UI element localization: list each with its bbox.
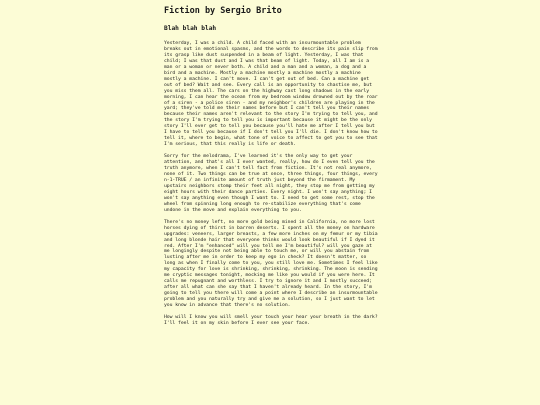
paragraph-3: There's no money left, no more gold being mined in California, no more lost horses dying of thirst in barren deserts. I spent all the money on hardware upgrades: veneers, larger breasts, a few more inches on my femur or my tibia and long blonde hair that everyone thinks would look beautiful if I dyed it red. After I'm "enhanced" will you tell me I'm beautiful? will you gaze at me longingly despite not being able to touch me, or will you abstain from lusting after me in order to keep my ego in check? It doesn't matter, so long as when I finally come to you, you still love me. Sometimes I feel like my capacity for love is shrinking, shrinking, shrinking. The moon is sending me cryptic messages tonight, mocking me like you would if you were here. It calls me repugnant and worthless. I try to ignore it and I mostly succeed; after all what can she say that I haven't already heard. In the story, I'm going to tell you there will come a point where I describe an insurmountable problem and you naturally try and give me a solution, so I just want to let you know in advance that there's no solution.	[164, 219, 378, 309]
paragraph-1: Yesterday, I was a child. A child faced with an insurmountable problem breaks out in emotional spasms, and the words to describe its pain slip from its grasp like dust suspended in a beam of light. Yesterday, I was that child; I was that dust and I was that beam of light. Today, all I am is a man or a woman or never both. A child and a man and a woman, a dog and a bird and a machine. Mostly a machine mostly a machine mostly a machine mostly a machine. I can't move. I can't get out of bed. Can a machine get out of bed? Wait and see. Every call is an opportunity to chastise me, but you miss them all. The cars on the highway cast long shadows in the early morning, I can hear the ocean from my bedroom window drowned out by the roar of a siren - a police siren - and my neighbor's children are playing in the yard; they've told me their names before but I can't tell you their names because their names aren't relevant to the story I'm trying to tell you, and the story I'm trying to tell you is important because it might be the only story I'll ever get to tell you because you'll hate me after I tell you but I have to tell you because if I don't tell you I'll die. I don't know how to tell it, where to begin, what tone of voice to affect to get you to see that I'm serious, that this really is life or death.	[164, 41, 378, 148]
page-subtitle: Blah blah blah	[164, 25, 217, 32]
article	[164, 6, 380, 333]
paragraph-2: Sorry for the melodrama, I've learned it's the only way to get your attention, and that's all I ever wanted, really, how do I even tell you the truth anymore, when I can't tell fact from fiction. It's not real anymore, none of it. Two things can be true at once, three things, four things, every n-1-TRUE / an infinite amount of truth just beyond the firmament. My upstairs neighbors stomp their feet all night, they stop me from getting my eight hours with their dance parties. Every night. I won't say anything; I won't say anything even though I want to. I need to get some rest, stop the wheel from spinning long enough to re-stabilize everything that's come undone in the move and explain everything to you.	[164, 154, 378, 213]
paragraph-4: How will I know you will smell your touch your hear your breath in the dark? I'll feel it on my skin before I ever see your face.	[164, 314, 378, 326]
page-title: Fiction by Sergio Brito	[164, 6, 282, 16]
